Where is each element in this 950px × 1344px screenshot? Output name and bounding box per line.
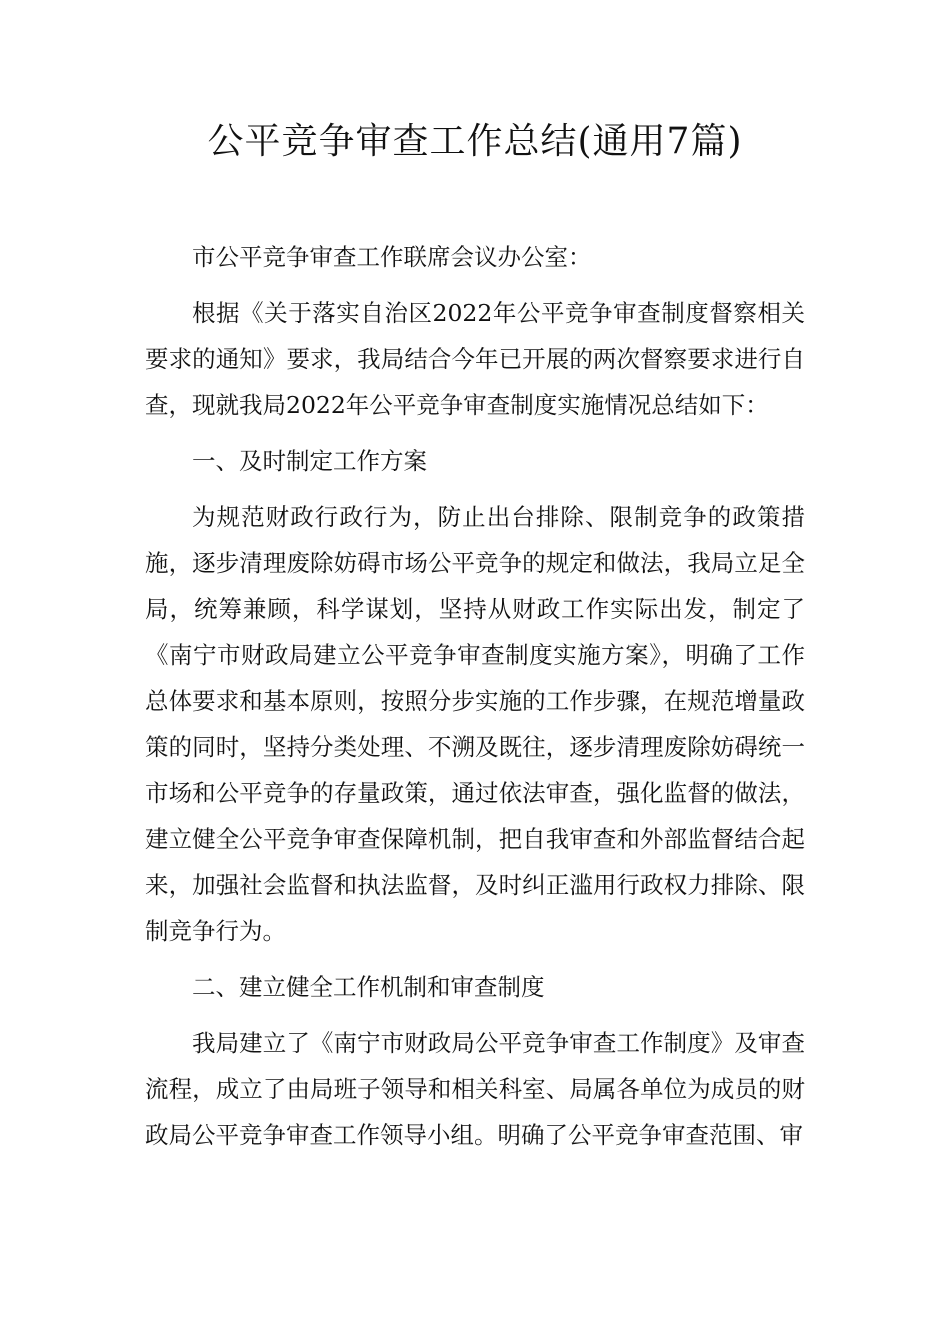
- document-body: [145, 234, 805, 1168]
- document-title: 公平竞争审查工作总结(通用7篇): [207, 121, 743, 162]
- section-1-paragraph: 为规范财政行政行为，防止出台排除、限制竞争的政策措施，逐步清理废除妨碍市场公平竞争的规定和做法，我局立足全局，统筹兼顾，科学谋划，坚持从财政工作实际出发，制定了《南宁市财政局建立公平竞争审查制度实施方案》，明确了工作总体要求和基本原则，按照分步实施的工作步骤，在规范增量政策的同时，坚持分类处理、不溯及既往，逐步清理废除妨碍统一市场和公平竞争的存量政策，通过依法审查，强化监督的做法，建立健全公平竞争审查保障机制，把自我审查和外部监督结合起来，加强社会监督和执法监督，及时纠正滥用行政权力排除、限制竞争行为。: [145, 503, 805, 945]
- section-2-paragraph: 我局建立了《南宁市财政局公平竞争审查工作制度》及审查流程，成立了由局班子领导和相关科室、局属各单位为成员的财政局公平竞争审查工作领导小组。明确了公平竞争审查范围、审: [145, 1029, 805, 1149]
- section-heading-1: 一、及时制定工作方案: [192, 447, 427, 475]
- section-heading-2: 二、建立健全工作机制和审查制度: [192, 973, 545, 1001]
- intro-paragraph: 根据《关于落实自治区2022年公平竞争审查制度督察相关要求的通知》要求，我局结合今年已开展的两次督察要求进行自查，现就我局2022年公平竞争审查制度实施情况总结如下：: [145, 299, 805, 419]
- salutation: 市公平竞争审查工作联席会议办公室：: [192, 243, 592, 271]
